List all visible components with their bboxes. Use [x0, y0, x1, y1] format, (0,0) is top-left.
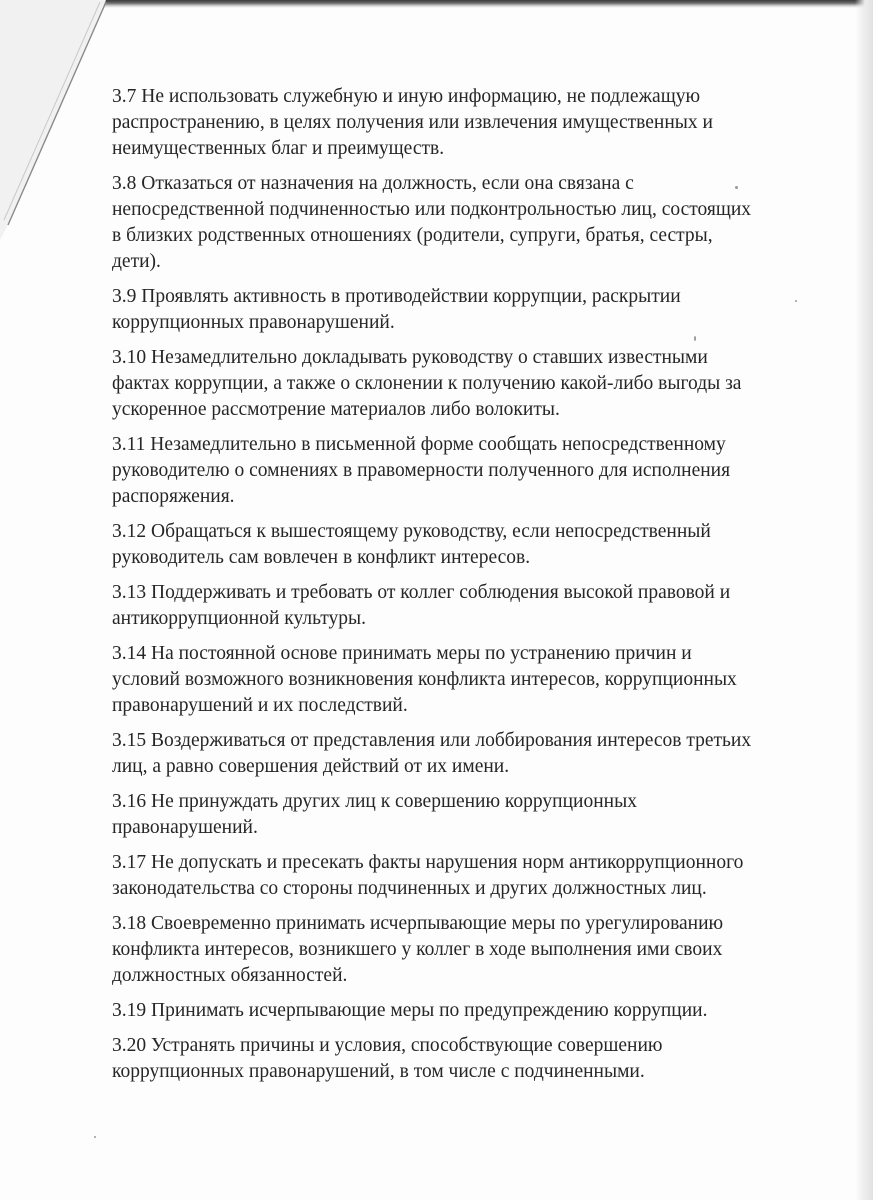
paragraph-3-14: 3.14 На постоянной основе принимать меры по устранению причин и условий возможного возникновения конфликта интересов, коррупционных правонарушений и их последствий.: [112, 643, 737, 716]
scan-speck: [94, 1136, 96, 1138]
paragraph-3-16: 3.16 Не принуждать других лиц к совершению коррупционных правонарушений.: [112, 791, 637, 838]
paragraph-3-15: 3.15 Воздерживаться от представления или лоббирования интересов третьих лиц, а равно совершения действий от их имени.: [112, 730, 752, 777]
paragraph-3-8: 3.8 Отказаться от назначения на должность, если она связана с непосредственной подчиненностью или подконтрольностью лиц, состоящих в близких родственных отношениях (родители, супруги, братья, сестры, дети).: [112, 173, 752, 272]
paragraph-3-10: 3.10 Незамедлительно докладывать руководству о ставших известными фактах коррупции, а также о склонении к получению какой-либо выгоды за ускоренное рассмотрение материалов либо волокиты.: [112, 347, 742, 420]
paragraph-3-11: 3.11 Незамедлительно в письменной форме сообщать непосредственному руководителю о сомнениях в правомерности полученного для исполнения распоряжения.: [112, 434, 731, 507]
scan-speck: [795, 300, 797, 302]
paragraph-3-9: 3.9 Проявлять активность в противодействии коррупции, раскрытии коррупционных правонарушений.: [112, 286, 681, 333]
page-fold-corner: [0, 0, 120, 240]
paragraph-3-7: 3.7 Не использовать служебную и иную информацию, не подлежащую распространению, в целях получения или извлечения имущественных и неимущественных благ и преимуществ.: [112, 86, 713, 159]
scan-right-edge: [855, 0, 873, 1200]
paragraph-3-20: 3.20 Устранять причины и условия, способствующие совершению коррупционных правонарушений, в том числе с подчиненными.: [112, 1035, 663, 1082]
paragraph-3-19: 3.19 Принимать исчерпывающие меры по предупреждению коррупции.: [112, 1000, 708, 1021]
paragraph-3-12: 3.12 Обращаться к вышестоящему руководству, если непосредственный руководитель сам вовлечен в конфликт интересов.: [112, 521, 711, 568]
paragraph-3-18: 3.18 Своевременно принимать исчерпывающие меры по урегулированию конфликта интересов, возникшего у коллег в ходе выполнения ими своих должностных обязанностей.: [112, 913, 724, 986]
document-body: [112, 84, 777, 1094]
scan-top-edge: [0, 0, 873, 8]
paragraph-3-13: 3.13 Поддерживать и требовать от коллег соблюдения высокой правовой и антикоррупционной культуры.: [112, 582, 731, 629]
paragraph-3-17: 3.17 Не допускать и пресекать факты нарушения норм антикоррупционного законодательства со стороны подчиненных и других должностных лиц.: [112, 852, 744, 899]
